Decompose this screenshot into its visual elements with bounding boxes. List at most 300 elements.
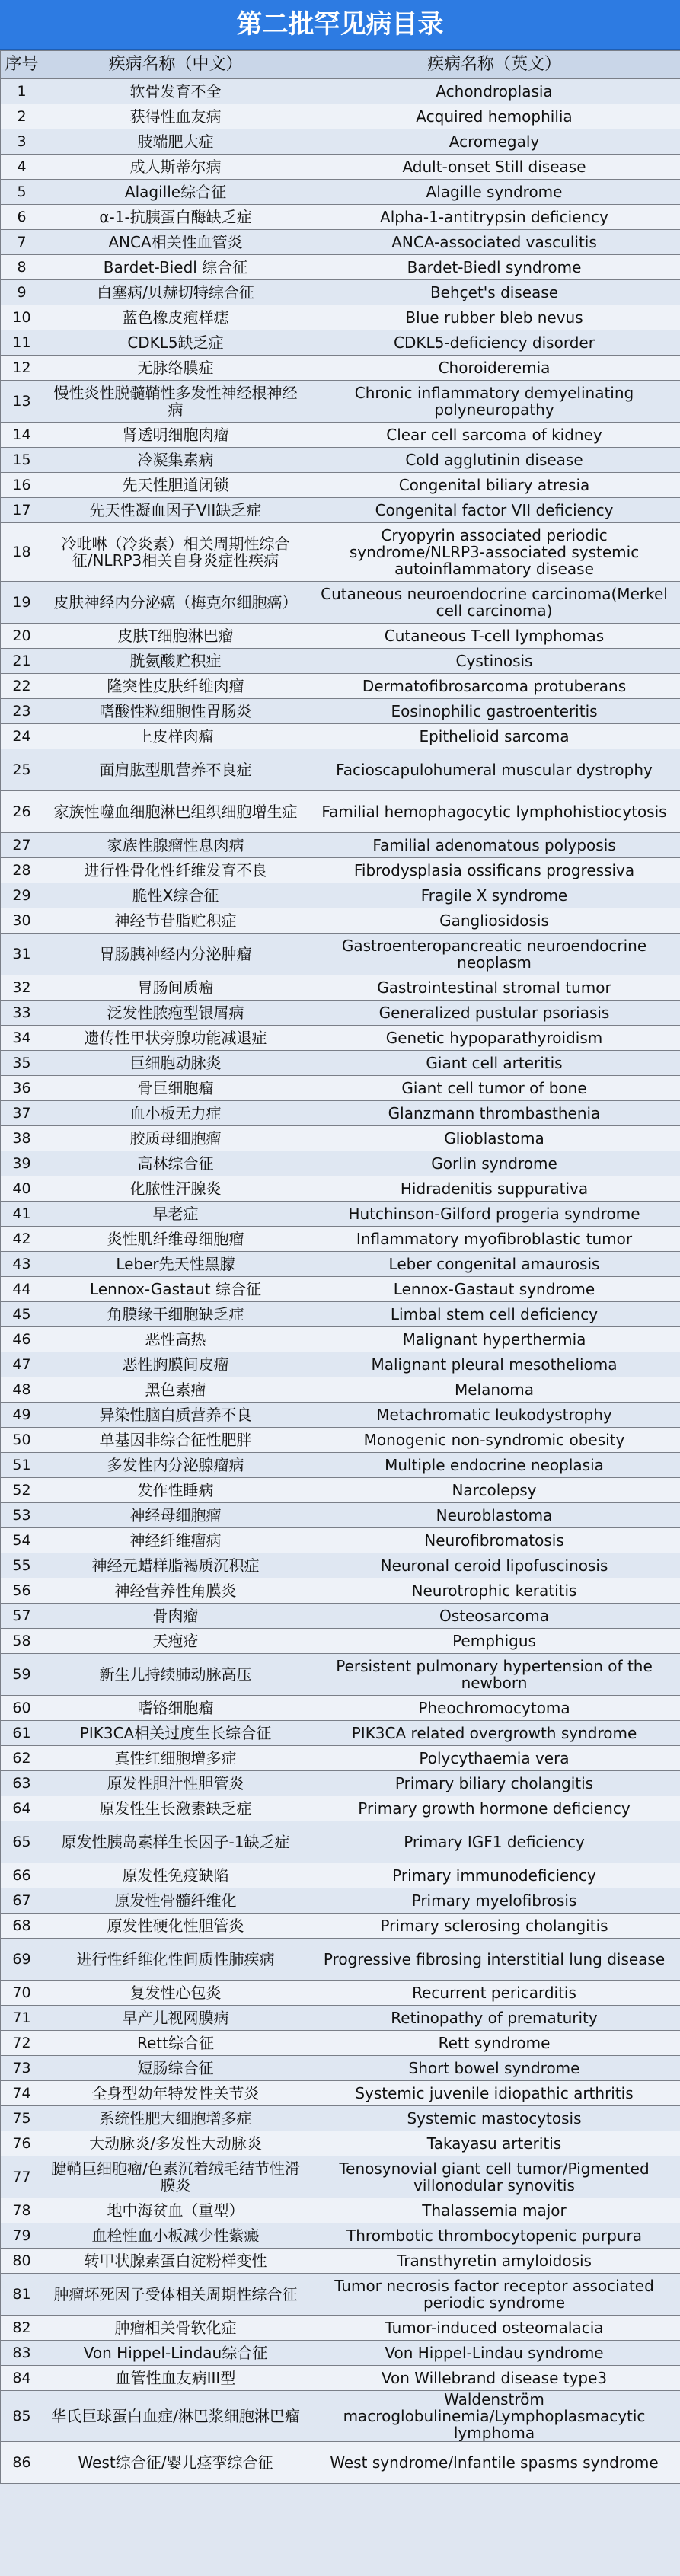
table-row [1, 1428, 680, 1453]
table-row [1, 2274, 680, 2316]
row-index: 51 [1, 1453, 43, 1478]
table-row [1, 1327, 680, 1352]
row-index: 82 [1, 2316, 43, 2341]
disease-name-chinese: 胱氨酸贮积症 [43, 649, 308, 674]
disease-name-chinese: 原发性胆汁性胆管炎 [43, 1771, 308, 1796]
row-index: 78 [1, 2198, 43, 2223]
row-index: 40 [1, 1176, 43, 1202]
table-row [1, 1821, 680, 1863]
disease-name-chinese: 复发性心包炎 [43, 1981, 308, 2006]
row-index: 34 [1, 1026, 43, 1051]
table-row [1, 2249, 680, 2274]
disease-name-chinese: 神经母细胞瘤 [43, 1503, 308, 1528]
disease-name-english: Retinopathy of prematurity [308, 2006, 680, 2031]
table-row [1, 1227, 680, 1252]
row-index: 47 [1, 1352, 43, 1377]
disease-name-english: Primary myelofibrosis [308, 1888, 680, 1914]
row-index: 31 [1, 934, 43, 975]
row-index: 84 [1, 2366, 43, 2391]
disease-name-english: CDKL5-deficiency disorder [308, 330, 680, 356]
table-row [1, 2391, 680, 2442]
disease-name-chinese: Alagille综合征 [43, 180, 308, 205]
disease-name-chinese: 异染性脑白质营养不良 [43, 1403, 308, 1428]
row-index: 61 [1, 1721, 43, 1746]
disease-name-chinese: 原发性免疫缺陷 [43, 1863, 308, 1888]
disease-name-chinese: 血小板无力症 [43, 1101, 308, 1126]
row-index: 21 [1, 649, 43, 674]
table-row [1, 2366, 680, 2391]
disease-name-english: Acromegaly [308, 129, 680, 155]
disease-name-english: Monogenic non-syndromic obesity [308, 1428, 680, 1453]
table-row [1, 1202, 680, 1227]
disease-name-chinese: 进行性骨化性纤维发育不良 [43, 858, 308, 883]
disease-name-chinese: 冷凝集素病 [43, 448, 308, 473]
row-index: 16 [1, 473, 43, 498]
disease-name-english: Fragile X syndrome [308, 883, 680, 908]
disease-name-english: Eosinophilic gastroenteritis [308, 699, 680, 724]
disease-name-english: Systemic mastocytosis [308, 2106, 680, 2131]
disease-name-chinese: 无脉络膜症 [43, 356, 308, 381]
disease-name-chinese: 肿瘤坏死因子受体相关周期性综合征 [43, 2274, 308, 2316]
table-row [1, 2442, 680, 2484]
disease-name-english: Blue rubber bleb nevus [308, 305, 680, 330]
table-row [1, 1796, 680, 1821]
row-index: 71 [1, 2006, 43, 2031]
disease-name-english: Melanoma [308, 1377, 680, 1403]
disease-name-english: Primary IGF1 deficiency [308, 1821, 680, 1863]
disease-name-english: Glioblastoma [308, 1126, 680, 1151]
table-row [1, 473, 680, 498]
disease-name-chinese: 获得性血友病 [43, 104, 308, 129]
table-row [1, 1151, 680, 1176]
disease-name-chinese: 家族性噬血细胞淋巴组织细胞增生症 [43, 791, 308, 833]
table-row [1, 1629, 680, 1654]
disease-name-chinese: 原发性骨髓纤维化 [43, 1888, 308, 1914]
table-row [1, 448, 680, 473]
disease-name-chinese: 脆性X综合征 [43, 883, 308, 908]
disease-name-chinese: 先天性凝血因子VII缺乏症 [43, 498, 308, 523]
table-row [1, 1721, 680, 1746]
disease-name-english: Alagille syndrome [308, 180, 680, 205]
table-row [1, 2156, 680, 2198]
disease-name-chinese: 发作性睡病 [43, 1478, 308, 1503]
row-index: 50 [1, 1428, 43, 1453]
row-index: 64 [1, 1796, 43, 1821]
disease-name-english: Gastroenteropancreatic neuroendocrine neoplasm [308, 934, 680, 975]
row-index: 70 [1, 1981, 43, 2006]
row-index: 79 [1, 2223, 43, 2249]
table-row [1, 305, 680, 330]
table-row [1, 498, 680, 523]
row-index: 62 [1, 1746, 43, 1771]
disease-name-chinese: Von Hippel-Lindau综合征 [43, 2341, 308, 2366]
row-index: 33 [1, 1001, 43, 1026]
disease-name-chinese: 恶性胸膜间皮瘤 [43, 1352, 308, 1377]
row-index: 75 [1, 2106, 43, 2131]
page-title: 第二批罕见病目录 [0, 0, 680, 50]
disease-name-english: Tumor necrosis factor receptor associated periodic syndrome [308, 2274, 680, 2316]
row-index: 60 [1, 1696, 43, 1721]
disease-name-english: Pheochromocytoma [308, 1696, 680, 1721]
disease-name-chinese: 皮肤T细胞淋巴瘤 [43, 624, 308, 649]
disease-name-chinese: 炎性肌纤维母细胞瘤 [43, 1227, 308, 1252]
disease-name-chinese: 真性红细胞增多症 [43, 1746, 308, 1771]
disease-name-chinese: Bardet-Biedl 综合征 [43, 255, 308, 280]
disease-name-chinese: Rett综合征 [43, 2031, 308, 2056]
row-index: 32 [1, 975, 43, 1001]
row-index: 12 [1, 356, 43, 381]
table-row [1, 280, 680, 305]
disease-name-chinese: 短肠综合征 [43, 2056, 308, 2081]
disease-name-english: Cryopyrin associated periodic syndrome/NLRP3-associated systemic autoinflammatory disease [308, 523, 680, 582]
disease-name-chinese: 角膜缘干细胞缺乏症 [43, 1302, 308, 1327]
disease-name-chinese: 肾透明细胞肉瘤 [43, 423, 308, 448]
disease-name-english: Inflammatory myofibroblastic tumor [308, 1227, 680, 1252]
row-index: 53 [1, 1503, 43, 1528]
disease-name-english: Pemphigus [308, 1629, 680, 1654]
table-row [1, 1914, 680, 1939]
disease-name-english: Systemic juvenile idiopathic arthritis [308, 2081, 680, 2106]
row-index: 72 [1, 2031, 43, 2056]
disease-name-chinese: 进行性纤维化性间质性肺疾病 [43, 1939, 308, 1981]
row-index: 25 [1, 749, 43, 791]
disease-name-english: Adult-onset Still disease [308, 155, 680, 180]
disease-name-chinese: α-1-抗胰蛋白酶缺乏症 [43, 205, 308, 230]
table-row [1, 1981, 680, 2006]
disease-name-english: Polycythaemia vera [308, 1746, 680, 1771]
disease-name-english: Epithelioid sarcoma [308, 724, 680, 749]
disease-name-english: Generalized pustular psoriasis [308, 1001, 680, 1026]
disease-name-english: Tenosynovial giant cell tumor/Pigmented villonodular synovitis [308, 2156, 680, 2198]
table-row [1, 1101, 680, 1126]
table-row [1, 104, 680, 129]
disease-name-english: Takayasu arteritis [308, 2131, 680, 2156]
row-index: 67 [1, 1888, 43, 1914]
row-index: 13 [1, 381, 43, 423]
row-index: 19 [1, 582, 43, 624]
disease-name-english: Multiple endocrine neoplasia [308, 1453, 680, 1478]
disease-name-chinese: 早老症 [43, 1202, 308, 1227]
table-row [1, 1771, 680, 1796]
table-row [1, 908, 680, 934]
row-index: 3 [1, 129, 43, 155]
table-row [1, 1528, 680, 1553]
row-index: 76 [1, 2131, 43, 2156]
table-row [1, 423, 680, 448]
disease-name-chinese: 肢端肥大症 [43, 129, 308, 155]
disease-name-english: Progressive fibrosing interstitial lung disease [308, 1939, 680, 1981]
table-row [1, 356, 680, 381]
disease-name-chinese: 胶质母细胞瘤 [43, 1126, 308, 1151]
disease-name-english: Primary sclerosing cholangitis [308, 1914, 680, 1939]
disease-name-chinese: 泛发性脓疱型银屑病 [43, 1001, 308, 1026]
row-index: 57 [1, 1604, 43, 1629]
table-row [1, 79, 680, 104]
disease-name-english: Malignant pleural mesothelioma [308, 1352, 680, 1377]
table-row [1, 1001, 680, 1026]
disease-name-chinese: West综合征/婴儿痉挛综合征 [43, 2442, 308, 2484]
disease-name-chinese: 原发性硬化性胆管炎 [43, 1914, 308, 1939]
table-row [1, 1888, 680, 1914]
disease-name-chinese: 华氏巨球蛋白血症/淋巴浆细胞淋巴瘤 [43, 2391, 308, 2442]
table-row [1, 1453, 680, 1478]
disease-name-chinese: 化脓性汗腺炎 [43, 1176, 308, 1202]
disease-name-chinese: CDKL5缺乏症 [43, 330, 308, 356]
disease-name-chinese: 血管性血友病III型 [43, 2366, 308, 2391]
table-row [1, 1654, 680, 1696]
row-index: 15 [1, 448, 43, 473]
table-row [1, 624, 680, 649]
row-index: 73 [1, 2056, 43, 2081]
disease-name-english: Behçet's disease [308, 280, 680, 305]
table-row [1, 381, 680, 423]
disease-name-english: Genetic hypoparathyroidism [308, 1026, 680, 1051]
disease-name-chinese: 腱鞘巨细胞瘤/色素沉着绒毛结节性滑膜炎 [43, 2156, 308, 2198]
row-index: 65 [1, 1821, 43, 1863]
row-index: 86 [1, 2442, 43, 2484]
disease-name-english: Narcolepsy [308, 1478, 680, 1503]
table-row [1, 1302, 680, 1327]
disease-name-english: Waldenström macroglobulinemia/Lymphoplasmacytic lymphoma [308, 2391, 680, 2442]
disease-name-chinese: 慢性炎性脱髓鞘性多发性神经根神经病 [43, 381, 308, 423]
disease-name-english: Achondroplasia [308, 79, 680, 104]
disease-name-chinese: PIK3CA相关过度生长综合征 [43, 1721, 308, 1746]
disease-name-english: Cystinosis [308, 649, 680, 674]
header-english-name: 疾病名称（英文） [308, 51, 680, 79]
disease-name-english: West syndrome/Infantile spasms syndrome [308, 2442, 680, 2484]
disease-name-chinese: 肿瘤相关骨软化症 [43, 2316, 308, 2341]
disease-name-english: Congenital biliary atresia [308, 473, 680, 498]
disease-name-english: Osteosarcoma [308, 1604, 680, 1629]
row-index: 10 [1, 305, 43, 330]
disease-name-chinese: 胃肠胰神经内分泌肿瘤 [43, 934, 308, 975]
table-row [1, 2316, 680, 2341]
disease-name-english: Giant cell tumor of bone [308, 1076, 680, 1101]
table-row [1, 1503, 680, 1528]
disease-name-english: Hutchinson-Gilford progeria syndrome [308, 1202, 680, 1227]
row-index: 36 [1, 1076, 43, 1101]
disease-name-english: Cutaneous neuroendocrine carcinoma(Merkel cell carcinoma) [308, 582, 680, 624]
disease-name-english: Fibrodysplasia ossificans progressiva [308, 858, 680, 883]
disease-name-chinese: Lennox-Gastaut 综合征 [43, 1277, 308, 1302]
disease-name-english: Giant cell arteritis [308, 1051, 680, 1076]
row-index: 37 [1, 1101, 43, 1126]
table-row [1, 1352, 680, 1377]
row-index: 69 [1, 1939, 43, 1981]
disease-name-chinese: 神经纤维瘤病 [43, 1528, 308, 1553]
row-index: 83 [1, 2341, 43, 2366]
row-index: 14 [1, 423, 43, 448]
disease-name-english: Rett syndrome [308, 2031, 680, 2056]
table-row [1, 1578, 680, 1604]
disease-name-english: Recurrent pericarditis [308, 1981, 680, 2006]
disease-name-english: Limbal stem cell deficiency [308, 1302, 680, 1327]
disease-name-english: PIK3CA related overgrowth syndrome [308, 1721, 680, 1746]
table-row [1, 883, 680, 908]
row-index: 49 [1, 1403, 43, 1428]
table-row [1, 2341, 680, 2366]
table-row [1, 699, 680, 724]
disease-name-chinese: 胃肠间质瘤 [43, 975, 308, 1001]
disease-name-chinese: 皮肤神经内分泌癌（梅克尔细胞癌） [43, 582, 308, 624]
row-index: 42 [1, 1227, 43, 1252]
table-row [1, 1746, 680, 1771]
row-index: 58 [1, 1629, 43, 1654]
disease-name-chinese: ANCA相关性血管炎 [43, 230, 308, 255]
disease-name-english: Primary biliary cholangitis [308, 1771, 680, 1796]
table-row [1, 230, 680, 255]
table-row [1, 1696, 680, 1721]
disease-name-chinese: 原发性生长激素缺乏症 [43, 1796, 308, 1821]
row-index: 17 [1, 498, 43, 523]
table-row [1, 155, 680, 180]
table-row [1, 2223, 680, 2249]
disease-name-chinese: 大动脉炎/多发性大动脉炎 [43, 2131, 308, 2156]
disease-name-chinese: 天疱疮 [43, 1629, 308, 1654]
row-index: 44 [1, 1277, 43, 1302]
disease-name-chinese: 先天性胆道闭锁 [43, 473, 308, 498]
table-row [1, 1076, 680, 1101]
disease-name-chinese: 神经元蜡样脂褐质沉积症 [43, 1553, 308, 1578]
row-index: 1 [1, 79, 43, 104]
table-row [1, 975, 680, 1001]
disease-name-english: Neuroblastoma [308, 1503, 680, 1528]
disease-name-english: Neurofibromatosis [308, 1528, 680, 1553]
table-row [1, 1939, 680, 1981]
row-index: 23 [1, 699, 43, 724]
table-row [1, 129, 680, 155]
disease-name-english: Cutaneous T-cell lymphomas [308, 624, 680, 649]
table-row [1, 2106, 680, 2131]
table-header [1, 51, 680, 79]
disease-name-chinese: 蓝色橡皮疱样痣 [43, 305, 308, 330]
disease-name-chinese: 高林综合征 [43, 1151, 308, 1176]
row-index: 20 [1, 624, 43, 649]
table-row [1, 1277, 680, 1302]
table-row [1, 724, 680, 749]
disease-name-english: Clear cell sarcoma of kidney [308, 423, 680, 448]
rare-disease-table [0, 50, 680, 2484]
table-row [1, 1553, 680, 1578]
row-index: 30 [1, 908, 43, 934]
row-index: 5 [1, 180, 43, 205]
row-index: 24 [1, 724, 43, 749]
disease-name-chinese: 上皮样肉瘤 [43, 724, 308, 749]
row-index: 28 [1, 858, 43, 883]
disease-name-chinese: 全身型幼年特发性关节炎 [43, 2081, 308, 2106]
disease-name-english: Tumor-induced osteomalacia [308, 2316, 680, 2341]
disease-name-english: Cold agglutinin disease [308, 448, 680, 473]
row-index: 85 [1, 2391, 43, 2442]
disease-name-chinese: 黑色素瘤 [43, 1377, 308, 1403]
header-row [1, 51, 680, 79]
row-index: 7 [1, 230, 43, 255]
row-index: 22 [1, 674, 43, 699]
disease-name-chinese: 嗜铬细胞瘤 [43, 1696, 308, 1721]
table-row [1, 749, 680, 791]
row-index: 68 [1, 1914, 43, 1939]
row-index: 48 [1, 1377, 43, 1403]
disease-name-english: Alpha-1-antitrypsin deficiency [308, 205, 680, 230]
table-row [1, 2081, 680, 2106]
row-index: 6 [1, 205, 43, 230]
row-index: 11 [1, 330, 43, 356]
table-row [1, 1176, 680, 1202]
table-row [1, 1478, 680, 1503]
row-index: 59 [1, 1654, 43, 1696]
disease-name-english: Von Hippel-Lindau syndrome [308, 2341, 680, 2366]
row-index: 9 [1, 280, 43, 305]
disease-name-english: Von Willebrand disease type3 [308, 2366, 680, 2391]
row-index: 45 [1, 1302, 43, 1327]
disease-name-english: Chronic inflammatory demyelinating polyneuropathy [308, 381, 680, 423]
disease-name-chinese: 单基因非综合征性肥胖 [43, 1428, 308, 1453]
table-row [1, 523, 680, 582]
table-row [1, 1026, 680, 1051]
header-index: 序号 [1, 51, 43, 79]
disease-name-chinese: 转甲状腺素蛋白淀粉样变性 [43, 2249, 308, 2274]
row-index: 26 [1, 791, 43, 833]
disease-name-chinese: 遗传性甲状旁腺功能减退症 [43, 1026, 308, 1051]
disease-name-chinese: 新生儿持续肺动脉高压 [43, 1654, 308, 1696]
table-row [1, 1051, 680, 1076]
disease-name-chinese: Leber先天性黑朦 [43, 1252, 308, 1277]
disease-name-english: Familial hemophagocytic lymphohistiocytosis [308, 791, 680, 833]
disease-name-chinese: 地中海贫血（重型） [43, 2198, 308, 2223]
table-row [1, 1863, 680, 1888]
row-index: 18 [1, 523, 43, 582]
row-index: 8 [1, 255, 43, 280]
disease-name-english: ANCA-associated vasculitis [308, 230, 680, 255]
row-index: 66 [1, 1863, 43, 1888]
disease-name-chinese: 血栓性血小板减少性紫癜 [43, 2223, 308, 2249]
disease-name-chinese: 系统性肥大细胞增多症 [43, 2106, 308, 2131]
table-row [1, 2056, 680, 2081]
disease-name-chinese: 骨巨细胞瘤 [43, 1076, 308, 1101]
disease-name-english: Persistent pulmonary hypertension of the newborn [308, 1654, 680, 1696]
row-index: 29 [1, 883, 43, 908]
disease-name-english: Thrombotic thrombocytopenic purpura [308, 2223, 680, 2249]
disease-name-english: Gangliosidosis [308, 908, 680, 934]
disease-name-english: Choroideremia [308, 356, 680, 381]
disease-name-english: Lennox-Gastaut syndrome [308, 1277, 680, 1302]
table-row [1, 649, 680, 674]
table-row [1, 1403, 680, 1428]
disease-name-chinese: 家族性腺瘤性息肉病 [43, 833, 308, 858]
row-index: 55 [1, 1553, 43, 1578]
disease-name-english: Short bowel syndrome [308, 2056, 680, 2081]
table-row [1, 791, 680, 833]
table-row [1, 255, 680, 280]
row-index: 35 [1, 1051, 43, 1076]
disease-name-chinese: 嗜酸性粒细胞性胃肠炎 [43, 699, 308, 724]
table-row [1, 205, 680, 230]
table-row [1, 2031, 680, 2056]
row-index: 46 [1, 1327, 43, 1352]
disease-name-english: Familial adenomatous polyposis [308, 833, 680, 858]
disease-name-chinese: 巨细胞动脉炎 [43, 1051, 308, 1076]
disease-name-chinese: 早产儿视网膜病 [43, 2006, 308, 2031]
header-chinese-name: 疾病名称（中文） [43, 51, 308, 79]
disease-name-english: Glanzmann thrombasthenia [308, 1101, 680, 1126]
disease-name-english: Hidradenitis suppurativa [308, 1176, 680, 1202]
disease-name-chinese: 恶性高热 [43, 1327, 308, 1352]
table-row [1, 1252, 680, 1277]
table-row [1, 858, 680, 883]
disease-name-english: Dermatofibrosarcoma protuberans [308, 674, 680, 699]
row-index: 38 [1, 1126, 43, 1151]
disease-name-chinese: 冷吡啉（冷炎素）相关周期性综合征/NLRP3相关自身炎症性疾病 [43, 523, 308, 582]
